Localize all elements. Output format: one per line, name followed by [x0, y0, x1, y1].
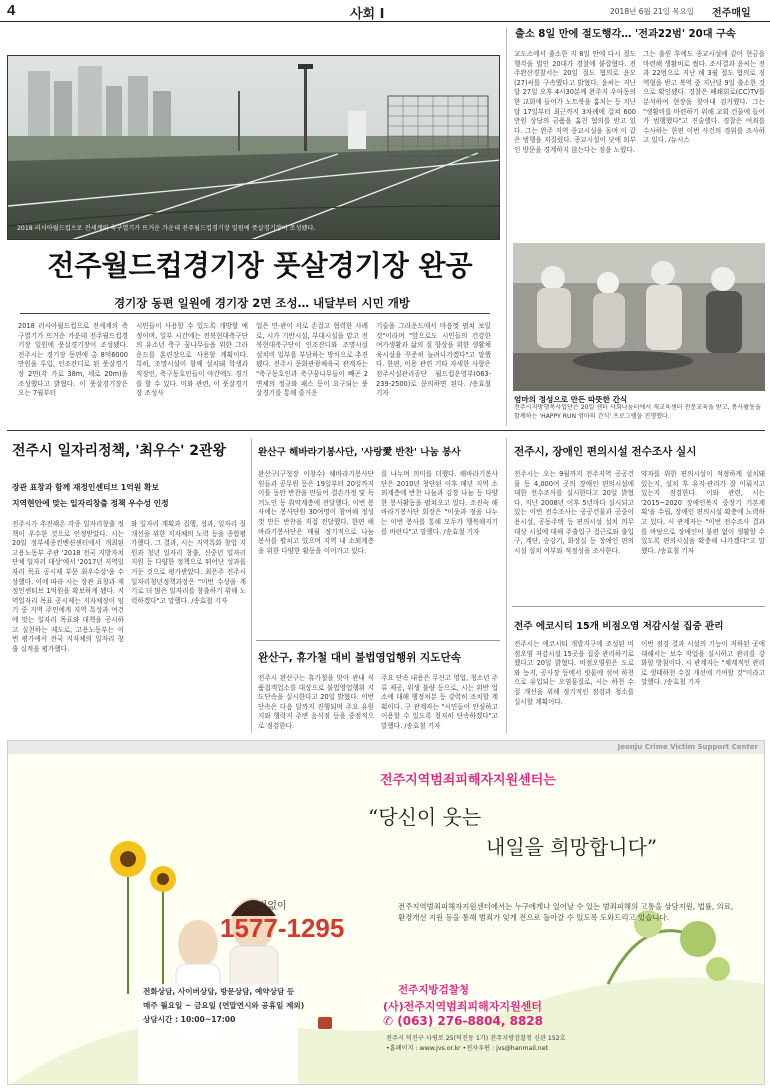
article-rule — [512, 606, 765, 607]
article3-col-2: 를 나누며 의미를 더했다. 해바라기봉사단은 2010년 창단된 이후 매년 지역 소외계층에 반찬 나눔과 김장 나눔 등 다양한 봉사활동을 펼쳐오고 있다. 조진숙 해바라기봉사단 회장은 "이웃과 정을 나누는 이번 봉사를 통해 모두가 행복해지기를 바란다"고 말했다. /송효철 기자 — [381, 470, 498, 536]
article6-col-2: 주요 단속 내용은 무신고 영업, 청소년 주류 제공, 위생 불량 등으로, 시는 위반 업소에 대해 행정처분 등 강력히 조치할 계획이다. 구 관계자는 "시민들이 안심하고 이용할 수 있도록 철저히 단속하겠다"고 말했다. /송효철 기자 — [381, 674, 498, 730]
ad-address: 전주시 덕진구 사평로 25(덕진동 1가) 전주지방검찰청 신관 152호 — [386, 1035, 566, 1042]
ad-banner-text: Jeonju Crime Victim Support Center — [617, 743, 758, 751]
main-subheadline: 경기장 동편 일원에 경기장 2면 조성… 내달부터 시민 개방 — [114, 296, 410, 310]
article1-headline: 출소 8일 만에 절도행각… '전과22범' 20대 구속 — [515, 29, 736, 40]
ad-prosecutor: 전주지방검찰청 — [398, 984, 470, 996]
article1-col-1: 교도소에서 출소한 지 8일 만에 다시 절도행각을 벌인 20대가 경찰에 붙잡혔다. 전주완산경찰서는 20일 절도 혐의로 윤모(27)씨를 구속했다고 밝혔다. 윤씨는 지난달 27일 오후 4시30분께 완주지 우아동의 한 교회에 들어가 노트북을 훔치는 등 지난달 17일부터 최근까지 3차례에 걸쳐 600만원 상당의 금품을 훔친 혐의를 받고 있다. 그는 완주 지역 종교시설을 돌며 이 같은 범행을 저질렀다. 종교시설이 낮에 외부인 방문을 경계하지 않는다는 점을 노렸다. — [514, 50, 636, 154]
page-number: 4 — [7, 2, 16, 19]
article4-col-2: 약자를 위한 편의시설이 적정하게 설치돼 있는지, 설치 후 유지·관리가 잘 이뤄지고 있는지 점검한다. 이와 관련, 시는 '2015~2020 장애인복지 중장기 기본계획'을 수립, 장애인 편의시설 확충에 노력하고 있다. 시 관계자는 "이번 전수조사 결과를 바탕으로 장애인이 불편 없이 생활할 수 있도록 편의시설을 확충해 나가겠다"고 말했다. /송효철 기자 — [641, 470, 765, 555]
kitchen-volunteers-image — [513, 243, 765, 391]
main-headline: 전주월드컵경기장 풋살경기장 완공 — [47, 249, 473, 282]
ad-web: •홈페이지 : www.jvs.or.kr •전자우편 : jvs@hanmail.net — [386, 1045, 548, 1052]
crime-victim-center-ad — [7, 740, 765, 1085]
main-body-col-4: 기술을 그라운드에서 마음껏 펼쳐 보일 것"이라며 "앞으로도 시민들의 건강한 여가생활과 삶의 질 향상을 위한 생활체육시설을 꾸준히 늘려나가겠다"고 말했다. 한편, 이용 관련 기타 자세한 사항은 전주시설관리공단 월드컵운영부(063-239-2500)로 문의하면 된다. /송효철 기자 — [376, 322, 491, 398]
newspaper-name: 전주매일 — [712, 8, 751, 19]
column-divider — [506, 438, 507, 733]
ad-slogan-line1: “당신이 웃는 — [368, 805, 482, 829]
column-divider — [251, 438, 252, 733]
article5-col-1: 전주시는 에코시티 개발지구에 조성된 비점오염 저감시설 15곳을 집중 관리하기로 했다고 20일 밝혔다. 비점오염원은 도로와 농지, 공사장 등에서 빗물에 섞여 하천으로 유입되는 오염물질로, 시는 하천 수질 개선을 위해 정기적인 점검과 청소를 실시할 계획이다. — [514, 640, 634, 706]
article4-col-1: 전주시는 오는 9월까지 전주지역 공공건물 등 4,000여 곳의 장애인 편의시설에 대한 전수조사를 실시한다고 20일 밝혔다. 지난 2008년 이후 5년마다 실시되고 있는 이번 전수조사는 공공건물과 공중이용시설, 공동주택 등 편의시설 설치 의무대상 시설에 대해 주출입구 접근로와 출입구, 계단, 승강기, 화장실 등 장애인 편의시설 설치 여부와 적정성을 조사한다. — [514, 470, 634, 555]
photo2-caption-title: 엄마의 정성으로 만든 따뜻한 간식 — [514, 395, 628, 404]
volunteers-photo — [513, 243, 765, 391]
ad-description: 전주지역범죄피해자지원센터에서는 누구에게나 일어날 수 있는 범죄피해의 고통을 상담지원, 법률, 의료, 환경개선 지원 등을 통해 범죄가 잊게 전으로 돌아갈 수 있도록 도와드리고 있습니다. — [398, 902, 734, 922]
section-title: 사회 I — [350, 7, 385, 22]
article3-headline: 완산구 해바라기봉사단, '사랑愛 반찬' 나눔 봉사 — [258, 447, 461, 458]
column-divider — [506, 28, 507, 426]
ad-slogan-line2: 내일을 희망합니다” — [486, 835, 658, 859]
photo2-caption: 전주시지방행복사업단은 20일 센터 사회나눔터에서 재교육센터 전문교육을 받고, 봉사활동을 함께하는 'HAPPY RUN 엄마의 간식' 프로그램을 진행했다. — [514, 404, 761, 420]
article1-col-2: 그는 출원 후에도 종교시설에 같이 현금을 마련해 생활비로 썼다. 조사결과 윤씨는 전과 22범으로 지난 해 3월 절도 혐의로 징역형을 받고 복역 중 지난달 9일 출소한 것으로 확인됐다. 경찰은 폐쇄회로(CC)TV를 분석하여 현장을 찾아내 검거했다. 그는 "생활비를 마련하기 위해 교회 건물에 들어가 범행했다"고 진술했다. 경찰은 여죄를 수사하는 한편 이번 사건의 경위를 조사하고 있다. /뉴시스 — [643, 50, 765, 145]
issue-date: 2018년 6월 21일 목요일 — [610, 7, 695, 16]
ad-hotline-label: 국번없이 — [248, 901, 287, 912]
article4-headline: 전주시, 장애인 편의시설 전수조사 실시 — [514, 446, 697, 458]
article3-col-1: 완산구(구청장 이창수) 해바라기봉사단원들과 공무원 등은 19일부터 20일까지 이틀 동안 반찬을 만들어 결손가정 및 독거노인 등 취약계층에 전달했다. 이번 봉사에는 봉사단원 30여명이 참여해 정성껏 만든 반찬을 직접 전달했다. 한편 해바라기봉사단은 매월 정기적으로 나눔 봉사를 펼치고 있으며 지역 내 소외계층을 위한 다양한 활동을 이어가고 있다. — [258, 470, 374, 555]
article6-col-1: 전주시 완산구는 휴가철을 맞아 관내 식품접객업소를 대상으로 불법영업행위 지도단속을 실시한다고 20일 밝혔다. 이번 단속은 다음 달까지 진행되며 주요 유원지와 행락지 주변 음식점 등을 중점적으로 점검한다. — [258, 674, 374, 730]
article2-col-2: 와 일자리 계획과 집행, 성과, 일자리 질 개선을 위한 지자체의 노력 등을 종합평가했다. 그 결과, 시는 지역특화 창업 지원과 청년 일자리 창출, 신중년 일자리 지원 등 다양한 정책으로 뛰어난 성과를 거둔 것으로 평가받았다. 최은주 전주시 일자리청년정책과장은 "이번 수상을 계기로 더 많은 일자리를 창출하기 위해 노력하겠다"고 말했다. /송효철 기자 — [131, 520, 246, 605]
article2-sub2: 지역현안에 맞는 일자리창출 정책 우수성 인정 — [12, 499, 169, 508]
ad-hotline-number: 1577-1295 — [220, 913, 345, 943]
ad-consult-time — [143, 1014, 235, 1025]
main-photo-caption: 2018 러시아월드컵으로 전세계의 축구열기가 뜨거운 가운데 전주월드컵경기장 일원에 풋살경기장이 조성됐다. — [17, 225, 316, 232]
main-rule — [20, 313, 490, 314]
article2-headline: 전주시 일자리정책, '최우수' 2관왕 — [12, 443, 227, 459]
main-body-col-1: 2018 러시아월드컵으로 전세계의 축구열기가 뜨거운 가운데 전주월드컵경기장 일원에 풋살경기장이 조성됐다. 전주시는 경기장 동편에 총 8억6000만원을 투입, 인조잔디로 된 풋살경기장 2면(각 가로 38m, 세로 20m)을 조성했다고 밝혔다. 이 풋살경기장은 오는 7월부터 — [18, 322, 128, 398]
phone-icon: ✆ — [383, 1014, 398, 1028]
article5-col-2: 이번 점검 결과 시설의 기능이 저하된 곳에 대해서는 보수 작업을 실시하고 관리를 강화할 방침이다. 시 관계자는 "체계적인 관리로 생태하천 수질 개선에 기여할 것"이라고 말했다. /송효철 기자 — [641, 640, 765, 687]
article6-headline: 완산구, 휴가철 대비 불법영업행위 지도단속 — [258, 652, 461, 664]
futsal-field-image — [8, 56, 500, 240]
article2-sub1: 장관 표창과 함께 재정인센티브 1억원 확보 — [12, 483, 160, 492]
stadium-photo — [7, 55, 500, 240]
ad-phone-text: (063) 276-8804, 8828 — [397, 1014, 543, 1028]
section-rule — [7, 430, 765, 431]
ad-consult-time-text: 상담시간 : 10:00~17:00 — [143, 1015, 236, 1024]
ad-center-name: (사)전주지역범죄피해자지원센터 — [383, 1000, 542, 1013]
ad-hours: 매주 월요일 ~ 금요일 (연말연시와 공휴일 제외) — [143, 1001, 305, 1010]
article-rule — [256, 640, 500, 641]
ad-banner — [8, 741, 765, 754]
ad-org-title — [380, 769, 556, 788]
article5-headline: 전주 에코시티 15개 비점오염 저감시설 집중 관리 — [514, 621, 724, 632]
page-header — [0, 0, 770, 22]
main-body-col-2: 시민들이 사용할 수 있도록 개방할 예정이며, 일부 시간에는 전북현대축구단의 유소년 축구 꿈나무들을 위한 그라운드를 훈련장으로 사용할 계획이다. 특히, 조명시설이 함께 설치돼 학생과 직장인, 축구동호인들이 야간에도 경기를 할 수 있다. 이와 관련, 이 풋살경기장 조성사 — [136, 322, 248, 398]
ad-phone — [383, 1014, 543, 1028]
ad-org-title-text: 전주지역범죄피해자지원센터는 — [380, 773, 556, 788]
ad-services: 전화상담, 사이버상담, 방문상담, 예약상담 등 — [143, 987, 295, 996]
main-body-col-3: 업은 민·관이 서로 손잡고 협력한 사례로, 시가 기반시설, 부대시설을 맡고 전북현대축구단이 인조잔디와 조명시설 설치비 일부를 부담하는 방식으로 추진됐다. 전주시 문화관광체육국 관계자는 "축구동호인과 축구꿈나무들이 빼곤 2면체의 정규와 패스 등이 요구되는 풋살경기를 통해 즐거운 — [256, 322, 368, 398]
article2-col-1: 전주시가 추진해온 각종 일자리창출 정책이 우수한 것으로 인정받았다. 시는 20일 정부세종컨벤션센터에서 개최된 고용노동부 주관 '2018 전국 지방자치단체 일자리 대상'에서 '2017년 지역일자리 목표 공시제 부문 최우수상'을 수상했다. 이에 따라 시는 장관 표창과 재정인센티브 1억원을 확보하게 됐다. 지역일자리 목표 공시제는 지자체장이 임기 중 지역 주민에게 지역 특성과 여건에 맞는 일자리 목표와 대책을 공시하고 실천하는 제도로, 고용노동부는 이번 평가에서 전국 지자체의 일자리 창출 실적을 평가했다. — [12, 520, 124, 653]
